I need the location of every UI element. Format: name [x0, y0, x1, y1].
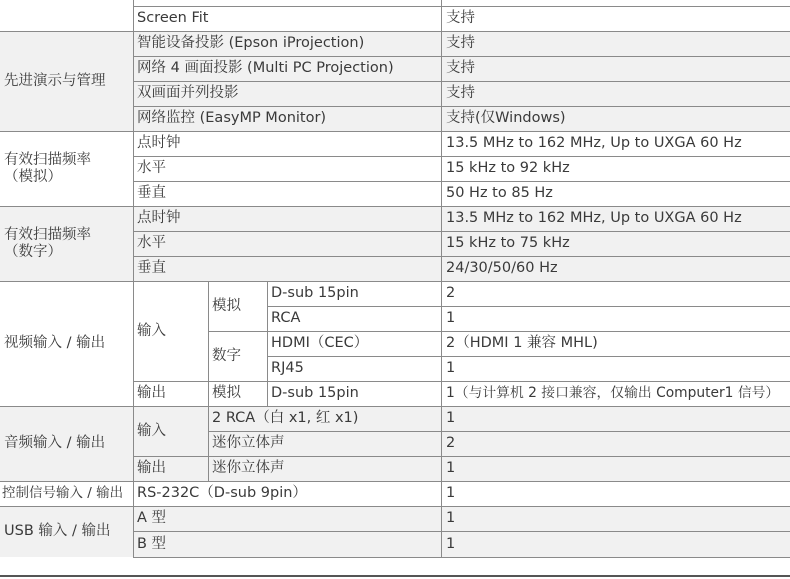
feature-screen-fit: Screen Fit [137, 10, 209, 27]
value-2rca: 1 [446, 410, 456, 427]
grid-line [0, 31, 790, 32]
grid-line [0, 506, 790, 507]
grid-line [267, 306, 790, 307]
group-title-video-io: 视频输入 / 输出 [4, 335, 106, 352]
grid-line [133, 81, 790, 82]
value-dsub-out: 1（与计算机 2 接口兼容，仅输出 Computer1 信号） [446, 384, 780, 401]
feature-vertical-analog: 垂直 [137, 185, 166, 202]
value-vertical-digital: 24/30/50/60 Hz [446, 260, 558, 277]
grid-line [133, 56, 790, 57]
feature-split-screen: 双画面并列投影 [137, 85, 239, 102]
value-mini-stereo-out: 1 [446, 460, 456, 477]
value-multi-pc: 支持 [446, 60, 475, 77]
group-title-usb: USB 输入 / 输出 [4, 523, 111, 540]
group-title-scan-digital: 有效扫描频率 （数字） [4, 226, 91, 260]
group-title-scan-analog: 有效扫描频率 （模拟） [4, 151, 91, 185]
video-output-analog-label: 模拟 [212, 385, 241, 402]
grid-line [133, 156, 790, 157]
grid-line [267, 281, 268, 406]
bottom-rule [0, 575, 790, 577]
value-dsub-in: 2 [446, 285, 456, 302]
port-mini-stereo-out: 迷你立体声 [212, 460, 285, 477]
grid-line [267, 356, 790, 357]
grid-line [0, 406, 790, 407]
group-title-advanced: 先进演示与管理 [4, 72, 106, 89]
value-dot-clock-digital: 13.5 MHz to 162 MHz, Up to UXGA 60 Hz [446, 210, 742, 227]
audio-input-label: 输入 [137, 422, 166, 439]
port-mini-stereo-in: 迷你立体声 [212, 435, 285, 452]
grid-line [133, 6, 790, 7]
port-rs232c: RS-232C（D-sub 9pin） [137, 485, 307, 502]
grid-line [133, 531, 790, 532]
value-rca: 1 [446, 310, 456, 327]
grid-line [133, 381, 790, 382]
usb-type-b: B 型 [137, 535, 167, 552]
grid-line [133, 256, 790, 257]
value-easymp-monitor: 支持(仅Windows) [446, 110, 566, 127]
grid-line [208, 431, 790, 432]
value-iprojection: 支持 [446, 35, 475, 52]
usb-type-a: A 型 [137, 510, 167, 527]
value-screen-fit: 支持 [446, 10, 475, 27]
value-usb-type-b: 1 [446, 535, 456, 552]
grid-line [208, 331, 790, 332]
grid-line [133, 456, 790, 457]
feature-horizontal-analog: 水平 [137, 160, 166, 177]
value-rj45: 1 [446, 360, 456, 377]
group-title-audio-io: 音频输入 / 输出 [4, 435, 106, 452]
video-input-label: 输入 [137, 322, 166, 339]
grid-line [208, 281, 209, 481]
grid-line [133, 181, 790, 182]
grid-line [0, 281, 790, 282]
value-rs232c: 1 [446, 485, 456, 502]
value-usb-type-a: 1 [446, 510, 456, 527]
feature-horizontal-digital: 水平 [137, 235, 166, 252]
video-digital-label: 数字 [212, 347, 241, 364]
video-analog-label: 模拟 [212, 297, 241, 314]
port-2rca: 2 RCA（白 x1, 红 x1) [212, 410, 359, 427]
grid-line [133, 0, 134, 557]
value-horizontal-digital: 15 kHz to 75 kHz [446, 235, 570, 252]
value-mini-stereo-in: 2 [446, 435, 456, 452]
value-horizontal-analog: 15 kHz to 92 kHz [446, 160, 570, 177]
feature-dot-clock-digital: 点时钟 [137, 210, 181, 227]
feature-multi-pc: 网络 4 画面投影 (Multi PC Projection) [137, 60, 394, 77]
port-rca: RCA [271, 310, 301, 327]
grid-line [0, 206, 790, 207]
video-output-label: 输出 [137, 385, 166, 402]
port-rj45: RJ45 [271, 360, 304, 377]
grid-line [0, 481, 790, 482]
feature-easymp-monitor: 网络监控 (EasyMP Monitor) [137, 110, 327, 127]
value-dot-clock-analog: 13.5 MHz to 162 MHz, Up to UXGA 60 Hz [446, 135, 742, 152]
value-hdmi: 2（HDMI 1 兼容 MHL) [446, 335, 598, 352]
feature-iprojection: 智能设备投影 (Epson iProjection) [137, 35, 365, 52]
grid-line [0, 131, 790, 132]
group-title-control: 控制信号输入 / 输出 [2, 484, 124, 501]
feature-vertical-digital: 垂直 [137, 260, 166, 277]
port-dsub-in: D-sub 15pin [271, 285, 359, 302]
value-split-screen: 支持 [446, 85, 475, 102]
grid-line [133, 106, 790, 107]
value-vertical-analog: 50 Hz to 85 Hz [446, 185, 553, 202]
grid-line [133, 557, 790, 558]
audio-output-label: 输出 [137, 460, 166, 477]
grid-line [133, 231, 790, 232]
port-dsub-out: D-sub 15pin [271, 385, 359, 402]
port-hdmi: HDMI（CEC） [271, 335, 369, 352]
grid-line [441, 0, 442, 557]
feature-dot-clock-analog: 点时钟 [137, 135, 181, 152]
